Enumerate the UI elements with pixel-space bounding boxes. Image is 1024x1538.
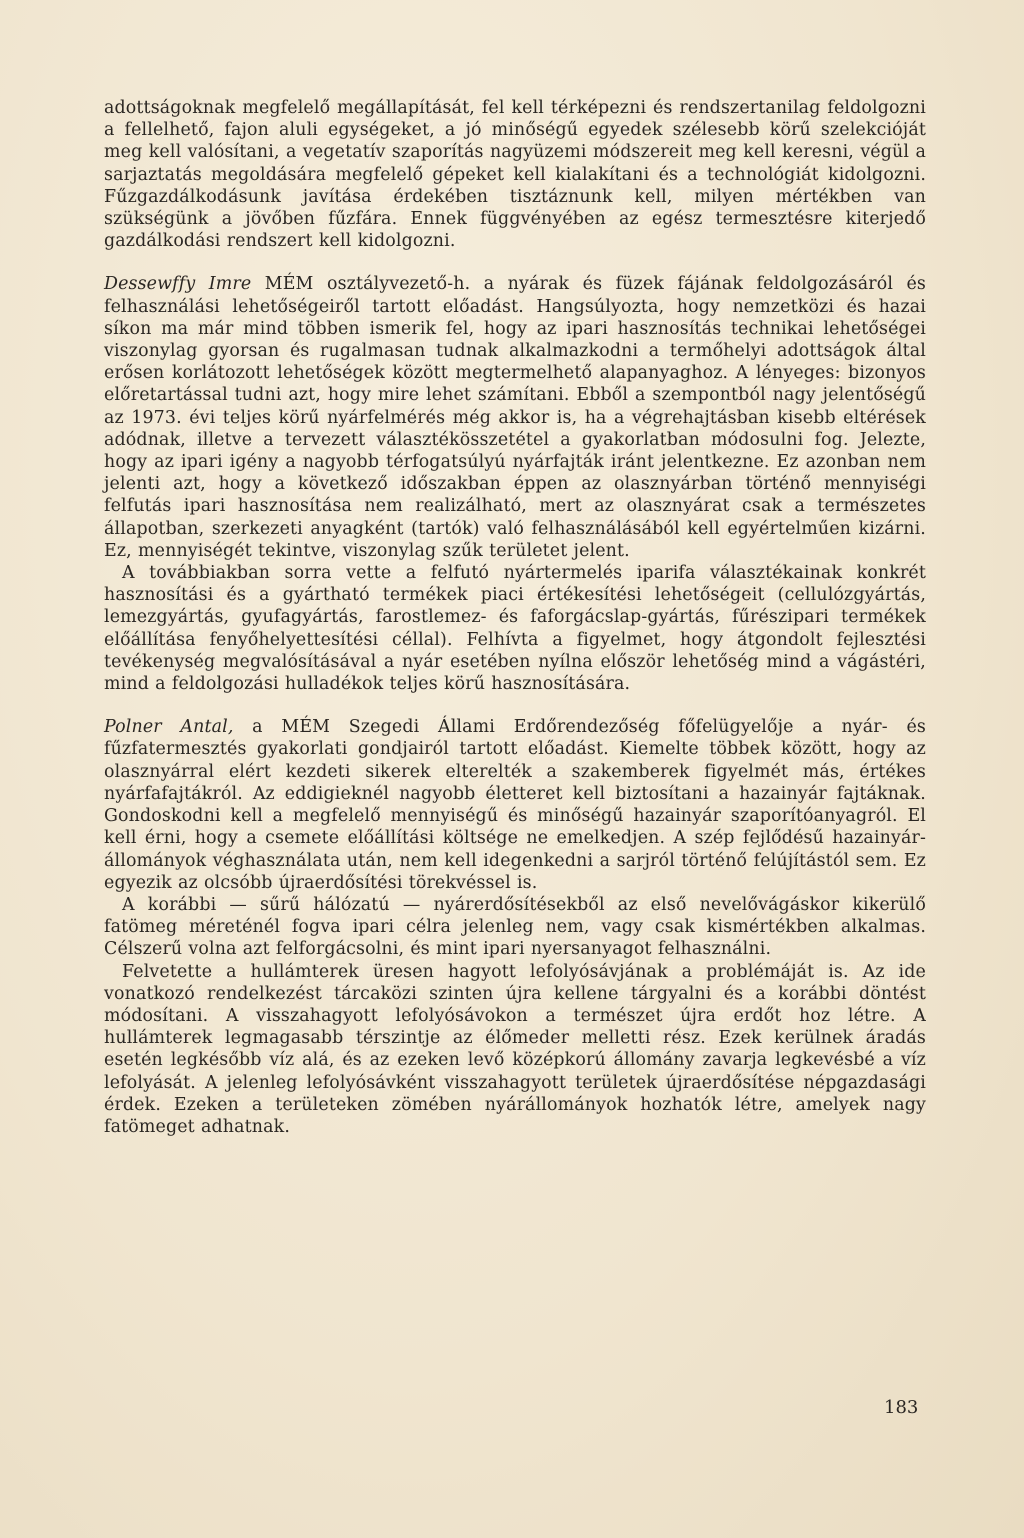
speaker-name: Dessewffy Imre	[104, 274, 252, 295]
paragraph-3-text: A továbbiakban sorra vette a felfutó nyártermelés iparifa választékainak konkrét hasznosítási és a gyártható termékek piaci értékesítési lehetőségeit (cellulózgyártás, lemezgyártás, gyufagyártás, farostlemez- és faforgácslap-gyártás, fűrészipari termékek előállítása fenyőhelyettesítési céllal). Felhívta a figyelmet, hogy átgondolt fejlesztési tevékenység megvalósításával a nyár esetében nyílna először lehetőség mind a vágástéri, mind a feldolgozási hulladékok teljes körű hasznosítására.	[104, 563, 926, 695]
paragraph-2-text: MÉM osztályvezető-h. a nyárak és füzek fájának feldolgozásáról és felhasználási lehetőségeiről tartott előadást. Hangsúlyozta, hogy nemzetközi és hazai síkon ma már mind többen ismerik fel, hogy az ipari hasznosítás technikai lehetőségei viszonylag gyorsan és rugalmasan tudnak alkalmazkodni a termőhelyi adottságok által erősen korlátozott lehetőségek között megtermelhető alapanyaghoz. A lényeges: bizonyos előretartással tudni azt, hogy mire lehet számítani. Ebből a szempontból nagy jelentőségű az 1973. évi teljes körű nyárfelmérés még akkor is, ha a végrehajtásban kisebb eltérések adódnak, illetve a tervezett választékösszetétel a gyakorlatban módosulni fog. Jelezte, hogy az ipari igény a nagyobb térfogatsúlyú nyárfajták iránt jelentkezne. Ez azonban nem jelenti azt, hogy a következő időszakban éppen az olasznyárban történő mennyiségi felfutás ipari hasznosítása nem realizálható, mert az olasznyárat csak a természetes állapotban, szerkezeti anyagként (tartók) való felhasználásából kell egyértelműen kizárni. Ez, mennyiségét tekintve, viszonylag szűk területet jelent.	[104, 274, 926, 561]
paragraph-1	[104, 97, 926, 252]
paragraph-1-text: adottságoknak megfelelő megállapítását, fel kell térképezni és rendszertanilag feldolgozni a fellelhető, fajon aluli egységeket, a jó minőségű egyedek szélesebb körű szelekcióját meg kell valósítani, a vegetatív szaporítás nagyüzemi módszereit meg kell keresni, végül a sarjaztatás megoldására megfelelő gépeket kell kialakítani és a technológiát kidolgozni. Fűzgazdálkodásunk javítása érdekében tisztáznunk kell, milyen mértékben van szükségünk a jövőben fűzfára. Ennek függvényében az egész termesztésre kiterjedő gazdálkodási rendszert kell kidolgozni.	[104, 98, 926, 252]
paragraph-4	[104, 716, 926, 894]
page-body	[104, 97, 926, 1138]
page-number: 183	[884, 1397, 919, 1418]
paragraph-6	[104, 961, 926, 1139]
speaker-name: Polner Antal,	[104, 717, 234, 738]
paragraph-4-text: a MÉM Szegedi Állami Erdőrendezőség főfelügyelője a nyár- és fűzfatermesztés gyakorlati gondjairól tartott előadást. Kiemelte többek között, hogy az olasznyárral elért kezdeti sikerek elterelték a szakemberek figyelmét más, értékes nyárfafajtákról. Az eddigieknél nagyobb életteret kell biztosítani a hazainyár fajtáknak. Gondoskodni kell a megfelelő mennyiségű és minőségű hazainyár szaporítóanyagról. El kell érni, hogy a csemete előállítási költsége ne emelkedjen. A szép fejlődésű hazainyár-állományok véghasználata után, nem kell idegenkedni a sarjról történő felújítástól sem. Ez egyezik az olcsóbb újraerdősítési törekvéssel is.	[104, 717, 926, 893]
paragraph-5	[104, 894, 926, 961]
paragraph-6-text: Felvetette a hullámterek üresen hagyott lefolyósávjának a problémáját is. Az ide vonatkozó rendelkezést tárcaközi szinten újra kellene tárgyalni és a korábbi döntést módosítani. A visszahagyott lefolyósávokon a természet újra erdőt hoz létre. A hullámterek legmagasabb térszintje az élőmeder melletti rész. Ezek kerülnek áradás esetén legkésőbb víz alá, és az ezeken levő középkorú állomány zavarja legkevésbé a víz lefolyását. A jelenleg lefolyósávként visszahagyott területek újraerdősítése népgazdasági érdek. Ezeken a területeken zömében nyárállományok hozhatók létre, amelyek nagy fatömeget adhatnak.	[104, 961, 926, 1137]
paragraph-5-text: A korábbi — sűrű hálózatú — nyárerdősítésekből az első nevelővágáskor kikerülő fatömeg méreténél fogva ipari célra jelenleg nem, vagy csak kismértékben alkalmas. Célszerű volna azt felforgácsolni, és mint ipari nyersanyagot felhasználni.	[104, 894, 926, 960]
paragraph-3	[104, 562, 926, 695]
paragraph-2	[104, 273, 926, 562]
